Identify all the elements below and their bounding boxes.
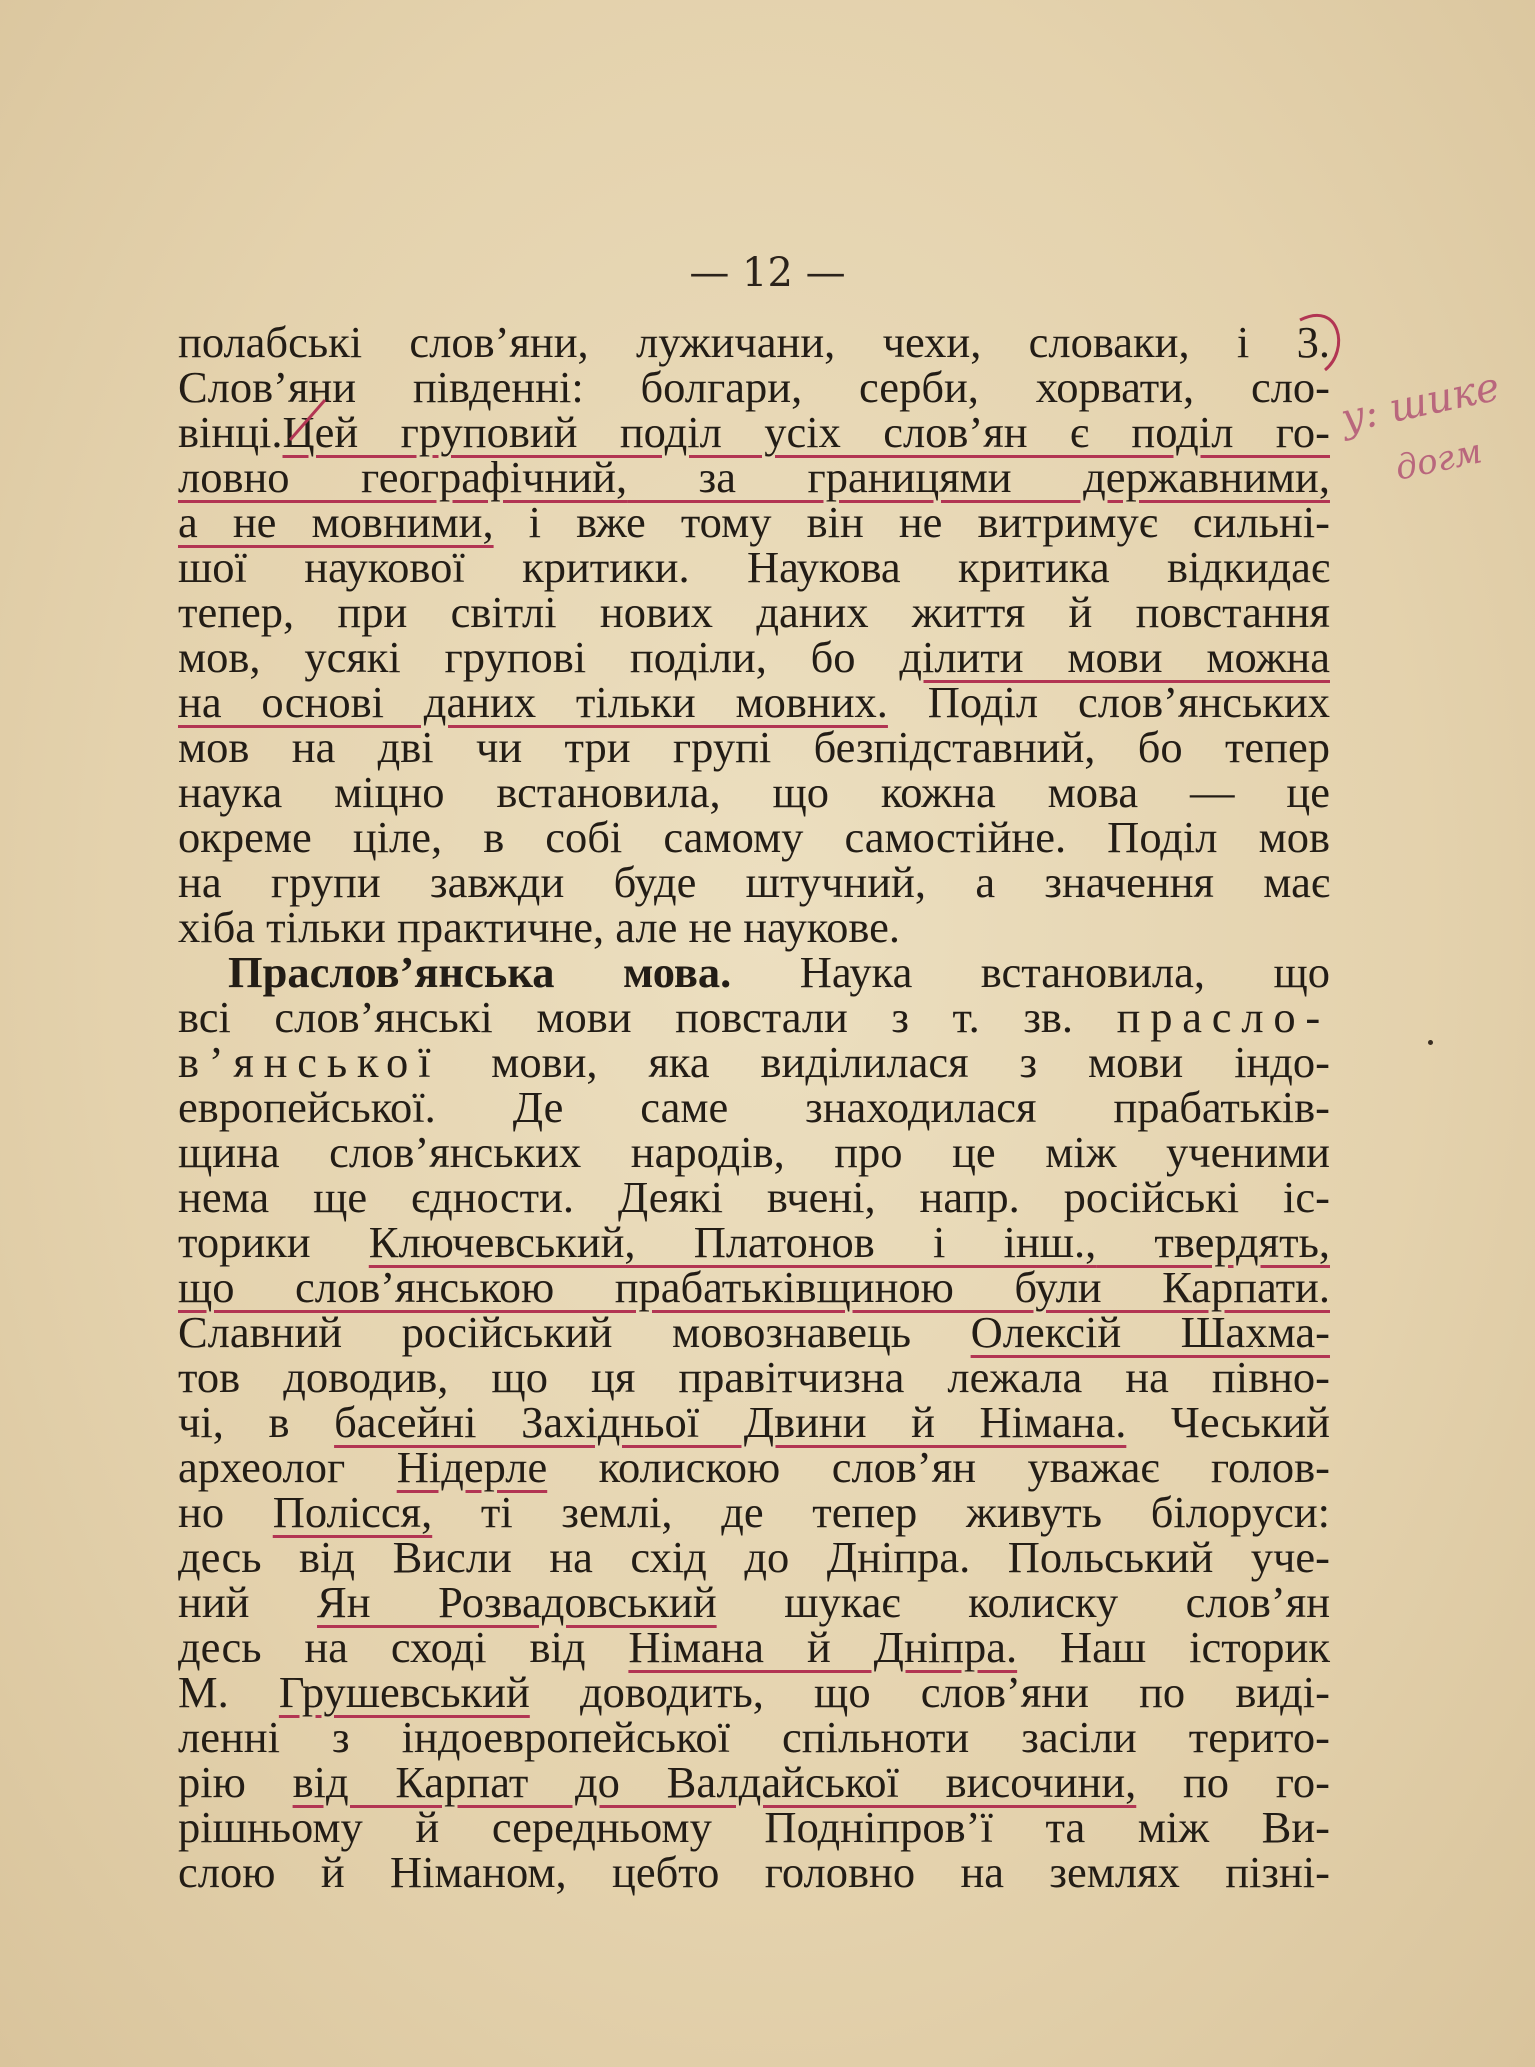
text-run: но [178,1487,273,1537]
text-run: десь на сході від [178,1622,629,1672]
underlined-phrase: Грушевський [278,1667,530,1717]
text-line [178,1487,1330,1537]
underlined-phrase: ловно географічний, [178,452,628,502]
underlined-phrase: Полісся, [272,1487,433,1537]
text-line [178,632,1330,682]
text-line [178,1397,1330,1447]
text-line: хіба тільки практичне, але не наукове. [178,902,901,952]
underlined-phrase: Ян Розвадовський [317,1577,717,1627]
text-run: мови, яка виділилася з мови індо- [440,1037,1330,1087]
underlined-phrase: від Карпат до Валдайської височини, [292,1757,1137,1807]
underlined-phrase: ділити мови можна [899,632,1330,682]
ink-dot [1428,1040,1433,1045]
section-heading: Праслов’янська мова. [228,947,732,997]
underlined-phrase: Ключевський, Платонов і інш., [368,1217,1097,1267]
spaced-term: прасло- [1116,992,1330,1042]
text-run: і вже тому він не витримує сильні- [493,497,1330,547]
text-line: нема ще єдности. Деякі вчені, напр. російські іс- [178,1172,1330,1222]
text-line [178,1037,1330,1087]
text-line [178,1217,1330,1267]
text-run: Наука встановила, що [731,947,1330,997]
underlined-phrase: твердять, [1096,1217,1330,1267]
text-run: торики [178,1217,369,1267]
text-line [178,407,1330,457]
underlined-phrase: а не мовними, [178,497,494,547]
text-line [178,1622,1330,1672]
text-line: мов на дві чи три групі безпідставний, бо тепер [178,722,1330,772]
text-run: археолог [178,1442,397,1492]
text-line: шої наукової критики. Наукова критика відкидає [178,542,1330,592]
text-line: слою й Німаном, цебто головно на землях пізні- [178,1847,1330,1897]
text-line: полабські слов’яни, лужичани, чехи, словаки, і 3. [178,317,1330,367]
underlined-phrase: басейні Західньої Двини й Німана. [334,1397,1127,1447]
handwritten-margin-note: у: шике [1336,363,1504,443]
text-line [178,1577,1331,1627]
text-run: чі, в [178,1397,335,1447]
text-line [178,1442,1330,1492]
text-line: тепер, при світлі нових даних життя й повстання [178,587,1330,637]
text-run: ний [178,1577,318,1627]
text-line: щина слов’янських народів, про це між ученими [178,1127,1330,1177]
underlined-phrase: що слов’янською прабатьківщиною були Карпати. [178,1262,1330,1312]
underlined-phrase: на основі даних тільки мовних. [178,677,888,727]
text-line [178,947,1330,997]
text-run: Чеський [1126,1397,1330,1447]
text-run: мов, усякі групові поділи, бо [178,632,900,682]
text-line [178,1757,1331,1807]
text-run: всі слов’янські мови повстали з т. зв. [178,992,1117,1042]
text-run: по го- [1136,1757,1331,1807]
underlined-phrase: Німана й Дніпра. [628,1622,1018,1672]
text-line: тов доводив, що ця правітчизна лежала на півно- [178,1352,1330,1402]
body-text [178,317,1331,1897]
text-line [178,1307,1330,1357]
text-run: колискою слов’ян уважає голов- [547,1442,1330,1492]
text-line: Слов’яни південні: болгари, серби, хорвати, сло- [178,362,1330,412]
text-line: ленні з індоевропейської спільноти засіли терито- [178,1712,1330,1762]
text-line [178,677,1330,727]
text-line [178,992,1330,1042]
text-run: М. [178,1667,279,1717]
underlined-phrase: за границями державними, [627,452,1330,502]
text-run: доводить, що слов’яни по виді- [529,1667,1330,1717]
underlined-phrase: Олексій Шахма- [970,1307,1330,1357]
text-line [178,497,1330,547]
text-line: рішньому й середньому Подніпров’ї та між Ви- [178,1802,1330,1852]
text-line [178,1262,1330,1312]
underlined-phrase: Нідерле [396,1442,548,1492]
text-run: ті землі, де тепер живуть білоруси: [432,1487,1330,1537]
text-run: шукає колиску слов’ян [716,1577,1331,1627]
text-run: вінці. [178,407,283,457]
text-line: европейської. Де саме знаходилася прабатьків- [178,1082,1330,1132]
text-run: Славний російський мовознавець [178,1307,971,1357]
page-number: — 12 — [689,250,846,296]
text-run: Наш історик [1017,1622,1330,1672]
text-line [178,452,1330,502]
handwritten-margin-note: догм [1391,431,1486,489]
underlined-phrase: Цей груповий поділ усіх слов’ян є поділ го- [282,407,1330,457]
text-line [178,1667,1330,1717]
text-line: наука міцно встановила, що кожна мова — це [178,767,1330,817]
text-line: окреме ціле, в собі самому самостійне. Поділ мов [178,812,1330,862]
text-line: десь від Висли на схід до Дніпра. Польський уче- [178,1532,1330,1582]
text-line: на групи завжди буде штучний, а значення має [178,857,1330,907]
text-run: Поділ слов’янських [887,677,1330,727]
text-run: рію [178,1757,293,1807]
spaced-term: в’янської [178,1037,441,1087]
